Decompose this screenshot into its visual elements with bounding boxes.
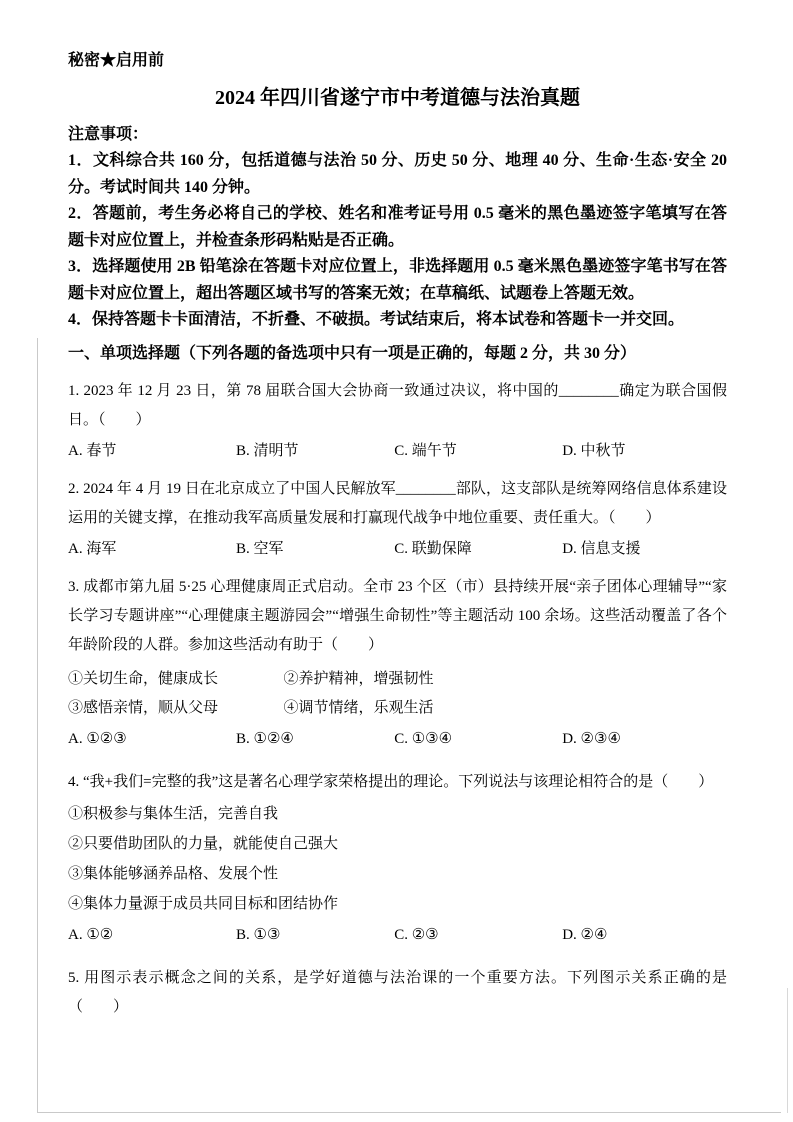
note-item-2: 2．答题前，考生务必将自己的学校、姓名和准考证号用 0.5 毫米的黑色墨迹签字笔填写在答题卡对应位置上，并检查条形码粘贴是否正确。	[68, 205, 727, 249]
question-4-options	[68, 921, 727, 950]
question-3-statements	[68, 665, 727, 723]
note-item-4: 4．保持答题卡卡面清洁，不折叠、不破损。考试结束后，将本试卷和答题卡一并交回。	[68, 311, 685, 328]
question-4-option-c: C. ②③	[394, 926, 439, 943]
question-3-options	[68, 725, 727, 754]
notes-heading: 注意事项：	[68, 126, 149, 143]
note-item-1: 1．文科综合共 160 分，包括道德与法治 50 分、历史 50 分、地理 40 分、生命·生态·安全 20 分。考试时间共 140 分钟。	[68, 152, 727, 196]
question-1-option-c: C. 端午节	[394, 442, 457, 459]
question-1-options	[68, 437, 727, 466]
question-4-option-b: B. ①③	[236, 926, 281, 943]
question-3-statement-1: ①关切生命，健康成长	[68, 670, 219, 687]
question-2-options	[68, 535, 727, 564]
question-4-option-d: D. ②④	[562, 926, 608, 943]
question-1-option-b: B. 清明节	[236, 442, 299, 459]
question-5-stem: 5. 用图示表示概念之间的关系，是学好道德与法治课的一个重要方法。下列图示关系正确的是（ ）	[68, 969, 727, 1015]
question-1-option-a: A. 春节	[68, 442, 117, 459]
question-4-option-a: A. ①②	[68, 926, 114, 943]
question-3-option-b: B. ①②④	[236, 730, 294, 747]
question-4-statements	[68, 799, 727, 919]
question-3-stem: 3. 成都市第九届 5·25 心理健康周正式启动。全市 23 个区（市）县持续开展“亲子团体心理辅导”“家长学习专题讲座”“心理健康主题游园会”“增强生命韧性”等主题活动 100 余场。这些活动覆盖了各个年龄阶段的人群。参加这些活动有助于（ ）	[68, 578, 727, 653]
page-content	[68, 50, 727, 1022]
question-5	[68, 964, 727, 1022]
question-3-statement-2: ②养护精神，增强韧性	[283, 670, 434, 687]
scan-edge-bottom-line	[37, 1112, 781, 1113]
question-4-stem: 4. “我+我们=完整的我”这是著名心理学家荣格提出的理论。下列说法与该理论相符合的是（ ）	[68, 773, 714, 790]
question-3-option-c: C. ①③④	[394, 730, 453, 747]
question-4-statement-2: ②只要借助团队的力量，就能使自己强大	[68, 835, 339, 852]
question-4-statement-1: ①积极参与集体生活，完善自我	[68, 805, 279, 822]
question-3-option-a: A. ①②③	[68, 730, 127, 747]
question-3-statement-4: ④调节情绪，乐观生活	[283, 699, 434, 716]
scan-edge-left-line	[37, 338, 38, 1113]
section-heading-single-choice: 一、单项选择题（下列各题的备选项中只有一项是正确的，每题 2 分，共 30 分）	[68, 344, 637, 362]
question-3-statement-3: ③感悟亲情，顺从父母	[68, 699, 219, 716]
question-2-option-a: A. 海军	[68, 540, 117, 557]
question-2-option-b: B. 空军	[236, 540, 284, 557]
question-2-stem: 2. 2024 年 4 月 19 日在北京成立了中国人民解放军________部队，这支部队是统筹网络信息体系建设运用的关键支撑，在推动我军高质量发展和打赢现代战争中地位重要、责任重大。（ ）	[68, 480, 727, 526]
question-3	[68, 573, 727, 754]
page-title: 2024 年四川省遂宁市中考道德与法治真题	[215, 87, 580, 109]
question-4	[68, 768, 727, 950]
question-1-option-d: D. 中秋节	[562, 442, 626, 459]
question-1-stem: 1. 2023 年 12 月 23 日，第 78 届联合国大会协商一致通过决议，将中国的________确定为联合国假日。（ ）	[68, 382, 727, 428]
question-2-option-c: C. 联勤保障	[394, 540, 472, 557]
security-classification-label: 秘密★启用前	[68, 52, 165, 69]
question-4-statement-4: ④集体力量源于成员共同目标和团结协作	[68, 895, 339, 912]
question-1	[68, 377, 727, 466]
scan-edge-right-line	[787, 988, 788, 1113]
question-3-option-d: D. ②③④	[562, 730, 621, 747]
question-2	[68, 475, 727, 564]
question-2-option-d: D. 信息支援	[562, 540, 641, 557]
note-item-3: 3．选择题使用 2B 铅笔涂在答题卡对应位置上，非选择题用 0.5 毫米黑色墨迹签字笔书写在答题卡对应位置上，超出答题区域书写的答案无效；在草稿纸、试题卷上答题无效。	[68, 258, 727, 302]
question-4-statement-3: ③集体能够涵养品格、发展个性	[68, 865, 279, 882]
